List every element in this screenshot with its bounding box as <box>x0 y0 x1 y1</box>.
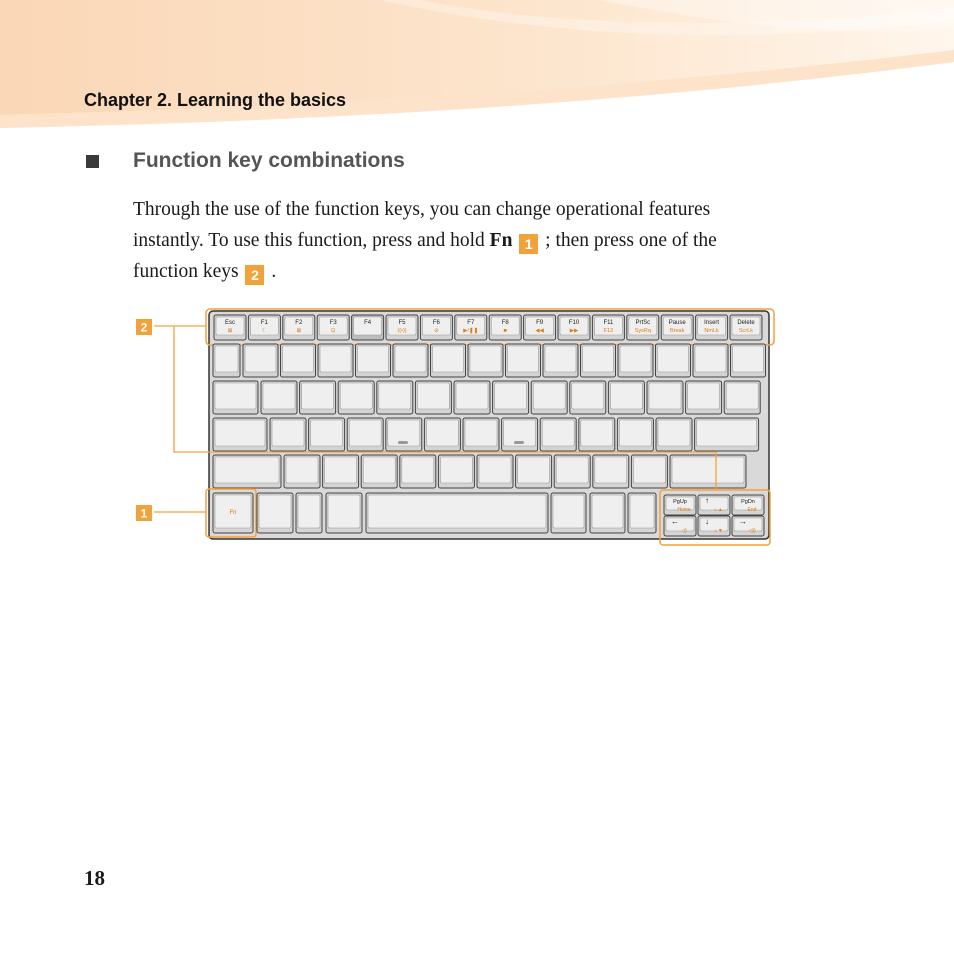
fn-row-key-label: Insert <box>704 320 720 326</box>
keyboard-key-cap <box>610 383 642 409</box>
keyboard-key-cap <box>402 457 434 483</box>
fn-row-key-label: F10 <box>568 320 580 326</box>
chapter-heading: Chapter 2. Learning the basics <box>84 90 347 110</box>
para-line-3 <box>133 256 853 287</box>
keyboard-key-cap <box>302 383 334 409</box>
fn-row-key-label: F4 <box>364 320 372 326</box>
fn-row-key-label: F3 <box>329 320 337 326</box>
keyboard-key-cap <box>465 420 497 446</box>
nav-key-label: PgUp <box>673 499 687 505</box>
keyboard-key-cap <box>726 383 758 409</box>
fn-row-key-label: F5 <box>398 320 406 326</box>
keyboard-key-cap <box>379 383 411 409</box>
fn-row-key-label: Pause <box>668 320 686 326</box>
keyboard-key-cap <box>417 383 449 409</box>
keyboard-key-cap <box>320 346 351 372</box>
callout-badge-2: 2 <box>245 265 264 285</box>
fn-row-key-label: F1 <box>260 320 268 326</box>
callout-badge-label: 1 <box>140 506 148 521</box>
fn-row-key-sublabel: ■ <box>503 328 507 334</box>
keyboard-key-cap <box>358 346 389 372</box>
keyboard-key-cap <box>283 346 314 372</box>
fn-row-key-label: F6 <box>432 320 440 326</box>
fn-row-key-sublabel: ◀◀ <box>535 328 544 334</box>
para-line-2 <box>133 225 853 256</box>
keyboard-key-cap <box>215 383 256 409</box>
fn-row-key-sublabel: ScrLk <box>738 328 754 334</box>
keyboard-key-cap <box>311 420 343 446</box>
fn-row-key-sublabel: ⊠ <box>296 328 302 334</box>
keyboard-key-cap <box>363 457 395 483</box>
keyboard-key-cap <box>272 420 304 446</box>
nav-key-label: ← <box>671 517 679 526</box>
keyboard-key-cap <box>595 457 627 483</box>
para-text: ; then press one of the <box>545 230 717 251</box>
keyboard-key-cap <box>479 457 511 483</box>
fn-row-key-sublabel: NmLk <box>704 328 719 334</box>
home-bump <box>514 441 524 444</box>
keyboard-key-cap <box>572 383 604 409</box>
keyboard-key-cap <box>581 420 613 446</box>
fn-row-key-label: F11 <box>603 320 614 326</box>
keyboard-key-cap <box>349 420 381 446</box>
fn-row-key-sublabel: ⊠ <box>227 328 233 334</box>
nav-key-label: → <box>739 517 747 526</box>
fn-row-key-sublabel: ▶▶ <box>569 328 579 334</box>
keyboard-key-cap <box>658 420 690 446</box>
fn-row-key-label: Delete <box>737 320 755 326</box>
fn-row-key-sublabel: Break <box>670 328 685 334</box>
keyboard-key-cap <box>553 495 584 528</box>
keyboard-key-cap <box>556 457 588 483</box>
fn-key-label: Fn <box>229 510 237 516</box>
keyboard-key-cap <box>328 495 360 528</box>
fn-row-key-label: F8 <box>501 320 509 326</box>
fn-row-key-sublabel: ▶/❚❚ <box>463 328 479 334</box>
fn-row-key-label: F2 <box>295 320 303 326</box>
callout-badge-1: 1 <box>519 234 538 254</box>
fn-row-key-sublabel: ((•)) <box>397 328 407 334</box>
keyboard-key-cap <box>215 457 279 483</box>
keyboard-key-cap <box>395 346 426 372</box>
keyboard-key-cap <box>440 457 472 483</box>
keyboard-key-cap <box>592 495 623 528</box>
keyboard-key-cap <box>630 495 654 528</box>
para-text: . <box>271 261 277 282</box>
nav-key-sublabel: ☼▲ <box>713 507 723 513</box>
keyboard-key-cap <box>649 383 681 409</box>
keyboard-key-cap <box>495 383 527 409</box>
fn-row-key-sublabel: F12 <box>603 328 614 334</box>
keyboard-key-cap <box>688 383 720 409</box>
fn-row-key-label: F9 <box>536 320 544 326</box>
keyboard-diagram <box>130 300 780 550</box>
keyboard-key-cap <box>508 346 539 372</box>
nav-key-sublabel: ◁)) <box>748 528 756 534</box>
fn-key-label: Fn <box>489 230 513 251</box>
section-title: Function key combinations <box>133 149 405 172</box>
fn-row-key-sublabel: ☾ <box>261 328 267 334</box>
keyboard-key-cap <box>298 495 320 528</box>
keyboard-key-cap <box>426 420 458 446</box>
keyboard-key-cap <box>658 346 689 372</box>
body-paragraph <box>133 194 853 287</box>
para-text: function keys <box>133 261 239 282</box>
keyboard-key-cap <box>620 346 651 372</box>
keyboard-key-cap <box>583 346 614 372</box>
keyboard-key-cap <box>633 457 665 483</box>
nav-key-label: PgDn <box>741 499 755 505</box>
keyboard-key-cap <box>245 346 276 372</box>
nav-key-label: ↑ <box>705 496 709 505</box>
section-bullet-icon <box>86 155 99 168</box>
home-bump <box>398 441 408 444</box>
keyboard-key-cap <box>697 420 757 446</box>
fn-row-key-sublabel: SysRq <box>634 328 651 334</box>
keyboard-key-cap <box>542 420 574 446</box>
keyboard-key-cap <box>215 346 238 372</box>
nav-key-sublabel: Home <box>677 507 691 513</box>
keyboard-key-cap <box>325 457 357 483</box>
keyboard-key-cap <box>470 346 501 372</box>
fn-row-key-label: Esc <box>224 320 236 326</box>
keyboard-key-cap <box>340 383 372 409</box>
keyboard-key-cap <box>433 346 464 372</box>
keyboard-key-cap <box>672 457 744 483</box>
keyboard-key-cap <box>259 495 291 528</box>
para-text: instantly. To use this function, press and hold <box>133 230 485 251</box>
keyboard-key-cap <box>215 420 265 446</box>
callout-badge-label: 2 <box>140 320 148 335</box>
nav-key-label: ↓ <box>705 517 709 526</box>
nav-key-sublabel: End <box>747 507 757 513</box>
keyboard-keys <box>206 309 774 545</box>
para-line-1: Through the use of the function keys, you can change operational features <box>133 199 711 220</box>
keyboard-key-cap <box>545 346 576 372</box>
keyboard-key-cap <box>456 383 488 409</box>
spacebar-key-cap <box>368 495 546 528</box>
page-number: 18 <box>84 866 105 890</box>
keyboard-key-cap <box>518 457 550 483</box>
nav-key-sublabel: ◁) <box>681 528 687 534</box>
fn-row-key-label: F7 <box>467 320 475 326</box>
header-decoration <box>0 0 954 135</box>
fn-row-key-sublabel: ⊘ <box>434 328 439 334</box>
keyboard-key-cap <box>533 383 565 409</box>
keyboard-key-cap <box>695 346 726 372</box>
fn-row-key-sublabel: ⊡ <box>330 328 336 334</box>
keyboard-key-cap <box>286 457 318 483</box>
keyboard-key-cap <box>733 346 764 372</box>
keyboard-key-cap <box>263 383 295 409</box>
fn-row-key-label: PrtSc <box>635 320 651 326</box>
keyboard-key-cap <box>619 420 651 446</box>
nav-key-sublabel: ☼▼ <box>713 528 723 534</box>
